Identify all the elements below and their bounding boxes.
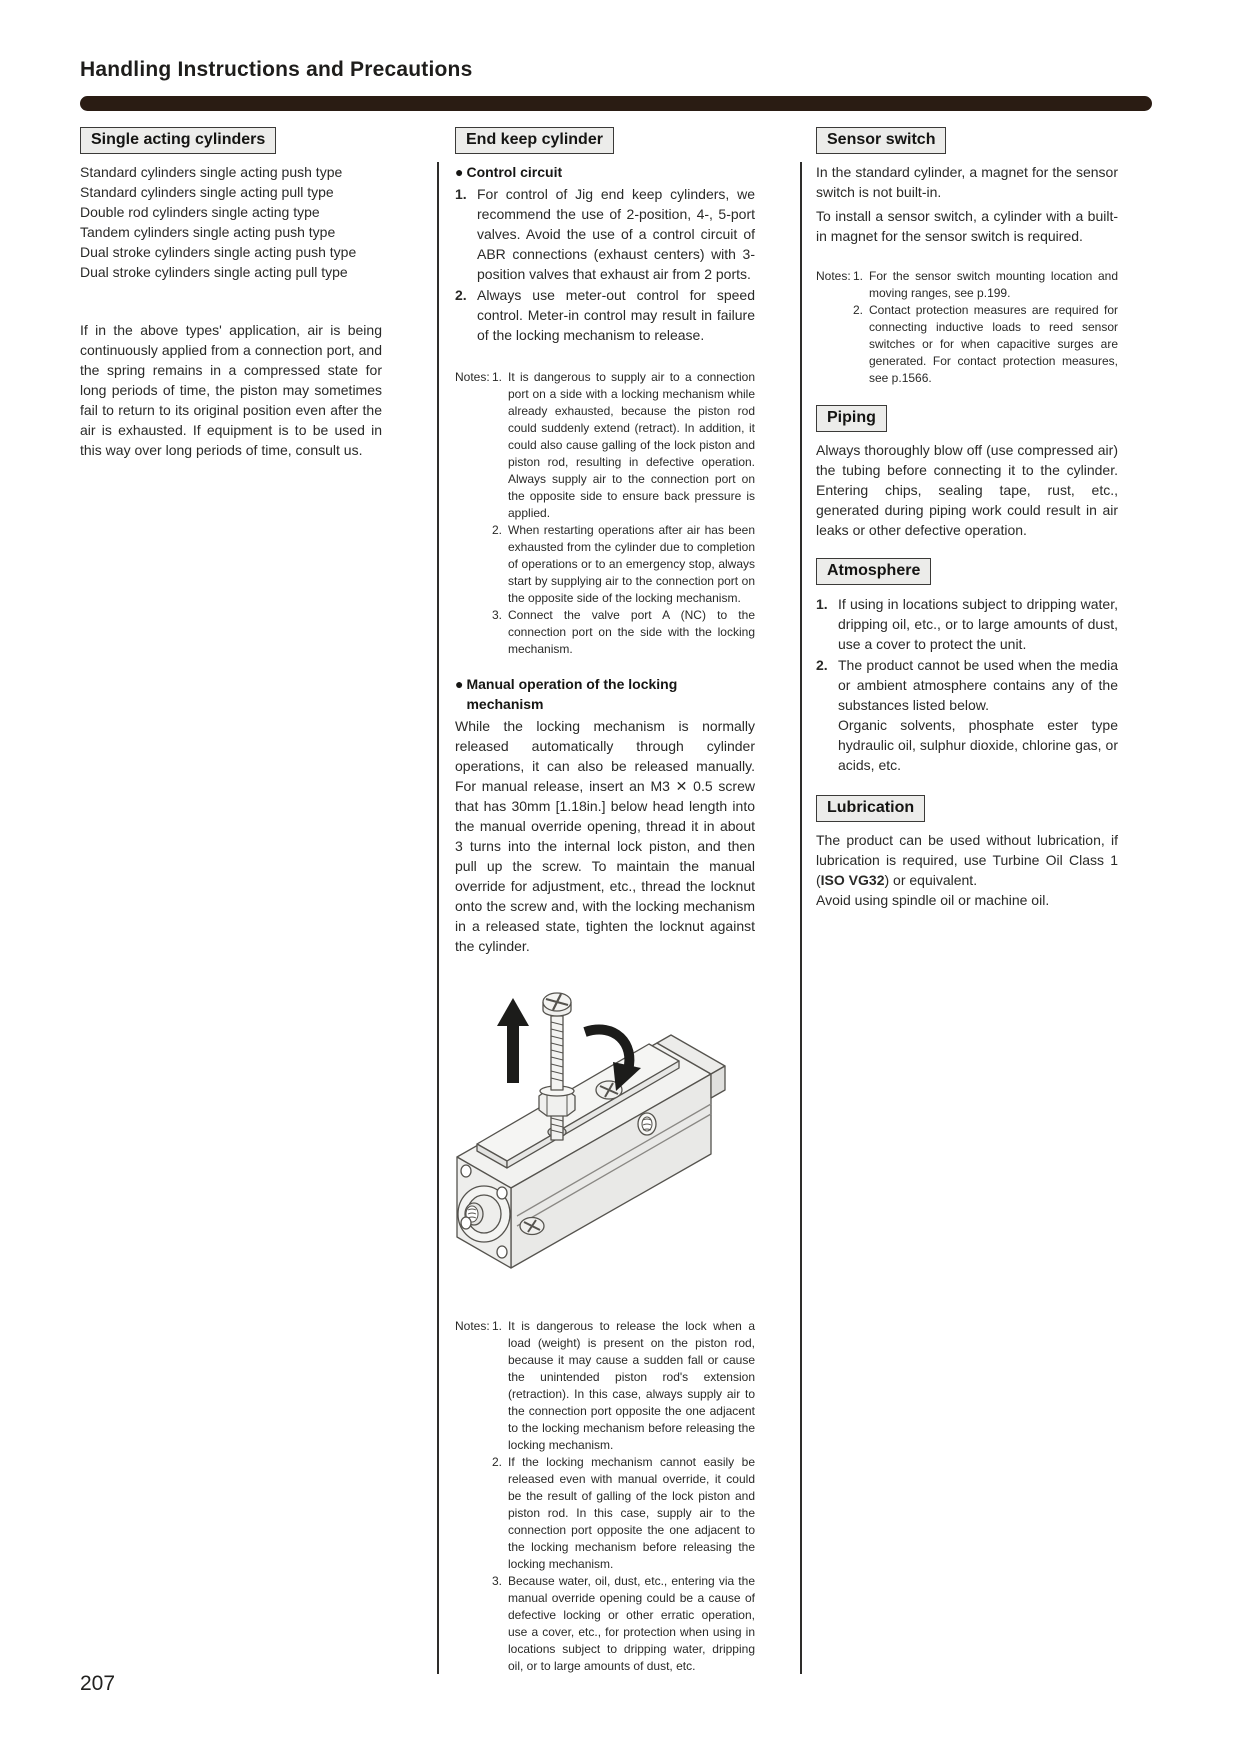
note-number: 2.	[492, 523, 503, 537]
notes-label-spacer	[816, 302, 853, 387]
piping-paragraph: Always thoroughly blow off (use compressed air) the tubing before connecting it to the cylinder. Entering chips, sealing tape, rust, etc., generated during piping work could result in air leaks or other defective operation.	[816, 442, 1118, 538]
pull-up-arrow-icon	[497, 998, 529, 1083]
atmosphere-substances: Organic solvents, phosphate ester type hydraulic oil, sulphur dioxide, chlorine gas, or acids, etc.	[838, 717, 1118, 773]
note-number: 1.	[492, 370, 503, 384]
note-text: For the sensor switch mounting location and moving ranges, see p.199.	[869, 269, 1118, 300]
lubrication-paragraph-2: Avoid using spindle oil or machine oil.	[816, 892, 1050, 908]
notes-label-spacer	[455, 1573, 492, 1675]
column-sensor-switch	[816, 127, 1118, 910]
item-text: Always use meter-out control for speed control. Meter-in control may result in failure of the locking mechanism to release.	[477, 287, 755, 343]
atmosphere-list	[816, 594, 1118, 775]
section-header-atmosphere: Atmosphere	[816, 558, 931, 585]
item-number: 1.	[455, 186, 467, 202]
item-number: 2.	[455, 287, 467, 303]
section-header-end-keep-cylinder: End keep cylinder	[455, 127, 614, 154]
note-row	[816, 268, 1118, 302]
note-number: 1.	[853, 269, 864, 283]
list-item	[816, 594, 1118, 654]
section-header-piping: Piping	[816, 405, 887, 432]
note-row	[455, 522, 755, 607]
column-end-keep-cylinder	[455, 127, 755, 1675]
note-number: 3.	[492, 1574, 503, 1588]
list-item: Standard cylinders single acting push type	[80, 164, 343, 180]
notes-label-spacer	[455, 522, 492, 607]
note-number: 1.	[492, 1319, 503, 1333]
column-divider	[800, 162, 802, 1674]
manual-override-diagram	[437, 964, 755, 1309]
item-number: 1.	[816, 596, 828, 612]
list-item: Tandem cylinders single acting push type	[80, 224, 336, 240]
page-title: Handling Instructions and Precautions	[80, 58, 473, 81]
section-header-lubrication: Lubrication	[816, 795, 925, 822]
list-item: Standard cylinders single acting pull type	[80, 184, 334, 200]
heading-text: Manual operation of the locking mechanism	[466, 676, 678, 712]
manual-operation-paragraph: While the locking mechanism is normally released automatically through cylinder operations, it can also be released manually. For manual release, insert an M3 ✕ 0.5 screw that has 30mm [1.18in.] below head length into the manual override opening, thread it in about 3 turns into the internal lock piston, and then pull up the screw. To maintain the manual override for adjustment, etc., thread the locknut onto the screw and, with the locking mechanism in a released state, tighten the locknut against the cylinder.	[455, 718, 755, 954]
title-rule-bar	[80, 96, 1152, 111]
item-text: For control of Jig end keep cylinders, we recommend the use of 2-position, 4-, 5-port valves. Avoid the use of a control circuit of ABR connections (exhaust centers) with 3-position valves that exhaust air from 2 ports.	[477, 186, 755, 282]
note-text: If the locking mechanism cannot easily be released even with manual override, it could be the result of galling of the lock piston and piston rod. In this case, supply air to the connection port opposite the one adjacent to the locking mechanism before releasing the locking mechanism.	[508, 1455, 755, 1571]
list-item: Dual stroke cylinders single acting pull type	[80, 264, 348, 280]
list-item	[455, 285, 755, 345]
iso-grade: ISO VG32	[820, 872, 885, 888]
manual-operation-notes	[455, 1318, 755, 1675]
notes-label: Notes:	[455, 1319, 490, 1333]
lubrication-text: ) or equivalent.	[884, 872, 978, 888]
heading-text: Control circuit	[466, 164, 563, 180]
sensor-switch-paragraph-2: To install a sensor switch, a cylinder with a built-in magnet for the sensor switch is required.	[816, 208, 1118, 244]
column-single-acting-cylinders	[80, 127, 382, 460]
bullet-icon: ●	[455, 676, 464, 692]
note-text: It is dangerous to release the lock when a load (weight) is present on the piston rod, because it may cause a sudden fall or cause the unintended piston rod's extension (retraction). In this case, always supply air to the connection port opposite the one adjacent to the locking mechanism before releasing the locking mechanism.	[508, 1319, 755, 1452]
note-number: 3.	[492, 608, 503, 622]
notes-label-spacer	[455, 607, 492, 658]
note-number: 2.	[853, 303, 864, 317]
item-text: The product cannot be used when the media or ambient atmosphere contains any of the substances listed below.	[838, 657, 1118, 713]
section-header-single-acting-cylinders: Single acting cylinders	[80, 127, 276, 154]
section-header-sensor-switch: Sensor switch	[816, 127, 946, 154]
note-row	[455, 1454, 755, 1573]
lubrication-paragraph-1	[816, 830, 1118, 890]
note-row	[816, 302, 1118, 387]
list-item: Dual stroke cylinders single acting push type	[80, 244, 357, 260]
note-row	[455, 369, 755, 522]
note-row	[455, 1573, 755, 1675]
bullet-icon: ●	[455, 164, 464, 180]
note-number: 2.	[492, 1455, 503, 1469]
list-item: Double rod cylinders single acting type	[80, 204, 320, 220]
item-number: 2.	[816, 657, 828, 673]
notes-label: Notes:	[816, 269, 851, 283]
note-text: Contact protection measures are required for connecting inductive loads to reed sensor switches or for when capacitive surges are generated. For contact protection measures, see p.1566.	[869, 303, 1118, 385]
list-item	[455, 184, 755, 284]
item-text: If using in locations subject to dripping water, dripping oil, etc., or to large amounts of dust, use a cover to protect the unit.	[838, 596, 1118, 652]
note-text: Because water, oil, dust, etc., entering via the manual override opening could be a cause of defective locking or other erratic operation, use a cover, etc., for protection when using in locations subject to dripping water, dripping oil, or to large amounts of dust, etc.	[508, 1574, 755, 1673]
page-number: 207	[80, 1672, 116, 1695]
list-item	[816, 655, 1118, 715]
note-text: When restarting operations after air has been exhausted from the cylinder due to completion of operations or to an emergency stop, always start by supplying air to the connection port on the opposite side of the locking mechanism.	[508, 523, 755, 605]
notes-label-spacer	[455, 1454, 492, 1573]
note-text: It is dangerous to supply air to a connection port on a side with a locking mechanism while already exhausted, because the piston rod could suddenly extend (retract). In addition, it could also cause galling of the lock piston and piston rod, resulting in defective operation. Always supply air to the connection port on the opposite side to ensure back pressure is applied.	[508, 370, 755, 520]
control-circuit-heading	[455, 162, 755, 182]
sensor-switch-paragraph-1: In the standard cylinder, a magnet for the sensor switch is not built-in.	[816, 164, 1118, 200]
column-divider	[437, 162, 439, 1674]
note-text: Connect the valve port A (NC) to the connection port on the side with the locking mechanism.	[508, 608, 755, 656]
lubrication-text: The product can be used without lubrication, if lubrication is required, use Turbine Oil Class 1 (	[816, 832, 1118, 888]
sensor-switch-notes	[816, 268, 1118, 387]
single-acting-paragraph: If in the above types' application, air is being continuously applied from a connection port, and the spring remains in a compressed state for long periods of time, the piston may sometimes fail to return to its original position even after the air is exhausted. If equipment is to be used in this way over long periods of time, consult us.	[80, 322, 382, 458]
control-circuit-notes	[455, 369, 755, 658]
manual-operation-heading	[455, 674, 755, 714]
note-row	[455, 1318, 755, 1454]
cylinder-type-list	[80, 162, 382, 282]
note-row	[455, 607, 755, 658]
notes-label: Notes:	[455, 370, 490, 384]
control-circuit-list	[455, 184, 755, 345]
cylinder-illustration	[437, 964, 755, 1314]
